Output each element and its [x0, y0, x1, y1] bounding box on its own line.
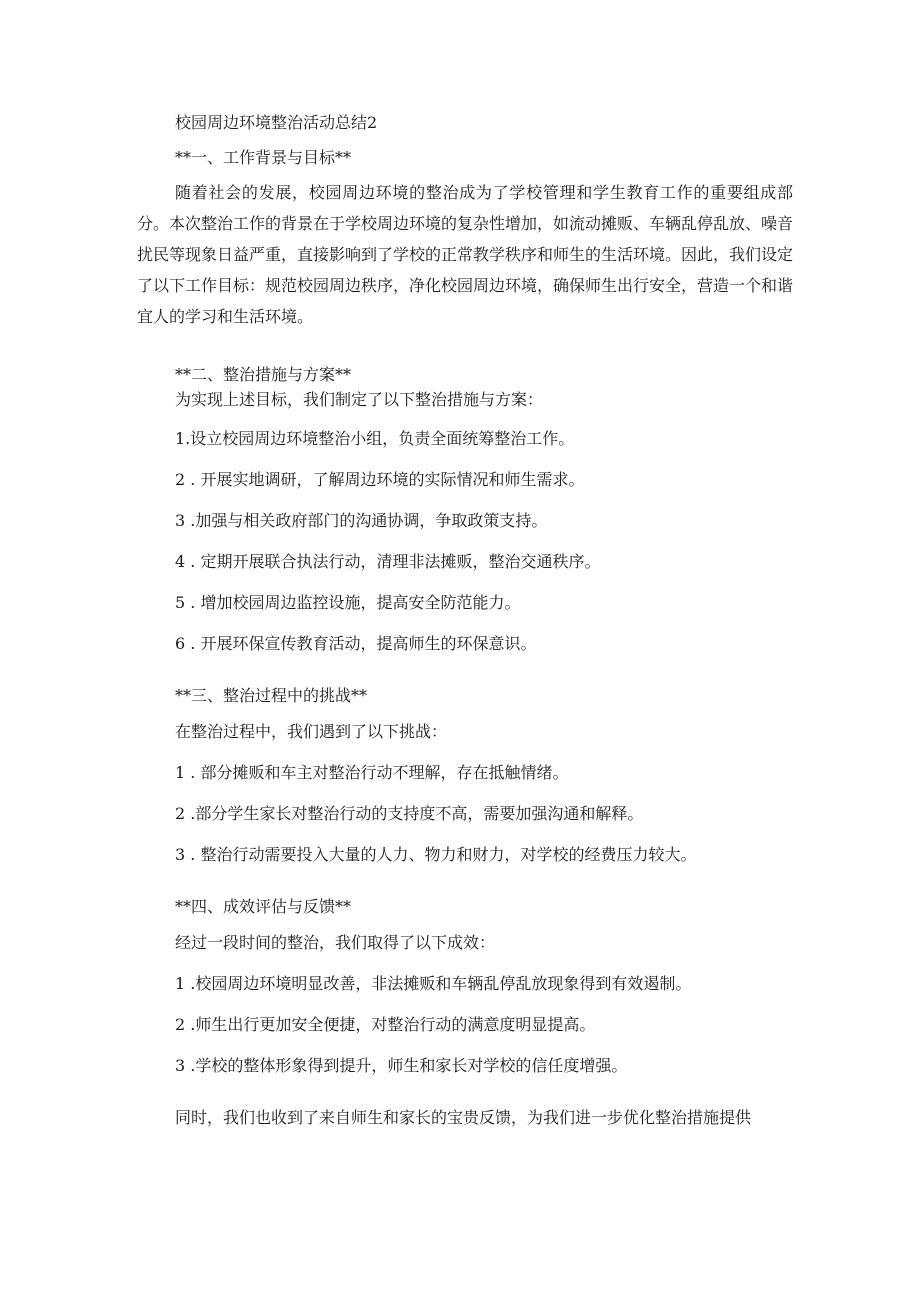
- section-intro-challenges: 在整治过程中，我们遇到了以下挑战：: [175, 722, 448, 741]
- section-intro-results: 经过一段时间的整治，我们取得了以下成效：: [175, 933, 496, 952]
- section-heading-background: **一、工作背景与目标**: [175, 148, 352, 167]
- section-heading-challenges: **三、整治过程中的挑战**: [175, 686, 368, 705]
- list-item: 4 . 定期开展联合执法行动，清理非法摊贩，整治交通秩序。: [175, 552, 601, 571]
- list-item: 1.设立校园周边环境整治小组，负责全面统筹整治工作。: [175, 429, 575, 448]
- list-item: 6 . 开展环保宣传教育活动，提高师生的环保意识。: [175, 634, 537, 653]
- list-item: 2 .部分学生家长对整治行动的支持度不高，需要加强沟通和解释。: [175, 804, 644, 823]
- closing-paragraph: 同时，我们也收到了来自师生和家长的宝贵反馈，为我们进一步优化整治措施提供: [175, 1108, 752, 1127]
- list-item: 3 .学校的整体形象得到提升，师生和家长对学校的信任度增强。: [175, 1056, 628, 1075]
- section-heading-results: **四、成效评估与反馈**: [175, 897, 352, 916]
- list-item: 3 .加强与相关政府部门的沟通协调，争取政策支持。: [175, 511, 548, 530]
- list-item: 3 . 整治行动需要投入大量的人力、物力和财力，对学校的经费压力较大。: [175, 845, 697, 864]
- list-item: 2 .师生出行更加安全便捷，对整治行动的满意度明显提高。: [175, 1015, 596, 1034]
- list-item: 2 . 开展实地调研，了解周边环境的实际情况和师生需求。: [175, 470, 585, 489]
- section-heading-measures: **二、整治措施与方案**: [175, 365, 352, 384]
- section-intro-measures: 为实现上述目标，我们制定了以下整治措施与方案：: [175, 390, 544, 409]
- list-item: 5 . 增加校园周边监控设施，提高安全防范能力。: [175, 593, 521, 612]
- document-title: 校园周边环境整治活动总结2: [175, 113, 378, 132]
- list-item: 1 . 部分摊贩和车主对整治行动不理解，存在抵触情绪。: [175, 763, 569, 782]
- list-item: 1 .校园周边环境明显改善，非法摊贩和车辆乱停乱放现象得到有效遏制。: [175, 974, 692, 993]
- section-body-background: 随着社会的发展，校园周边环境的整治成为了学校管理和学生教育工作的重要组成部分。本次整治工作的背景在于学校周边环境的复杂性增加，如流动摊贩、车辆乱停乱放、噪音扰民等现象日益严重，直接影响到了学校的正常教学秩序和师生的生活环境。因此，我们设定了以下工作目标：规范校园周边秩序，净化校园周边环境，确保师生出行安全，营造一个和谐宜人的学习和生活环境。: [137, 183, 794, 326]
